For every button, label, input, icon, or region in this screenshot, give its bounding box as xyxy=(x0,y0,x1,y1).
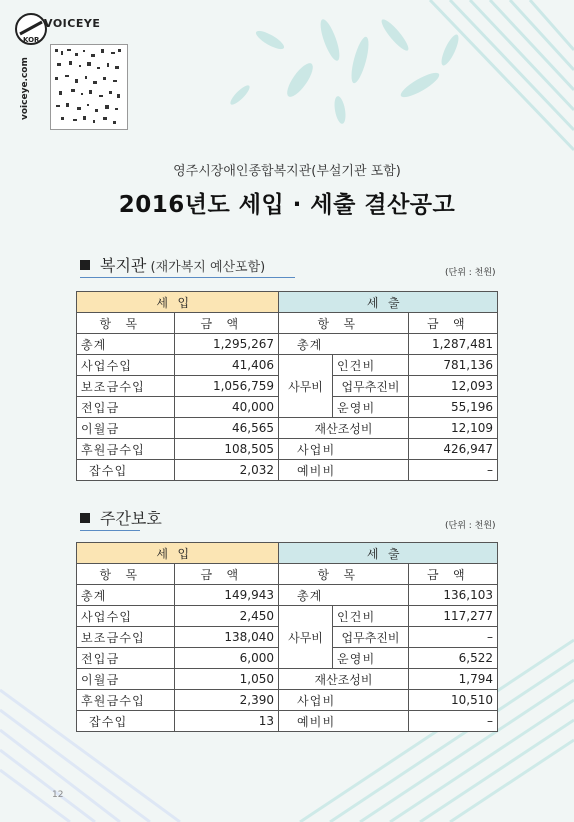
section-title: 복지관 xyxy=(100,256,147,275)
income-label: 사업수입 xyxy=(77,606,175,627)
income-header: 세입 xyxy=(77,292,279,313)
income-value: 149,943 xyxy=(175,585,279,606)
expense-value: 55,196 xyxy=(409,397,498,418)
income-value: 1,050 xyxy=(175,669,279,690)
table-row xyxy=(77,669,498,690)
income-value: 138,040 xyxy=(175,627,279,648)
expense-value: 12,093 xyxy=(409,376,498,397)
income-label: 보조금수입 xyxy=(77,376,175,397)
col-amount-header: 금액 xyxy=(409,313,498,334)
col-item-header: 항목 xyxy=(77,313,175,334)
expense-label: 사업비 xyxy=(279,439,409,460)
page-subtitle: 영주시장애인종합복지관(부설기관 포함) xyxy=(173,164,401,179)
income-label: 잡수입 xyxy=(77,711,175,732)
expense-value: 1,287,481 xyxy=(409,334,498,355)
income-value: 2,450 xyxy=(175,606,279,627)
expense-value: – xyxy=(409,627,498,648)
expense-sub-label: 인건비 xyxy=(333,355,409,376)
expense-value: 426,947 xyxy=(409,439,498,460)
voiceye-url: voiceye.com xyxy=(20,57,30,120)
income-value: 13 xyxy=(175,711,279,732)
expense-label: 예비비 xyxy=(279,460,409,481)
expense-header: 세출 xyxy=(279,543,498,564)
section-underline xyxy=(80,530,140,531)
income-value: 108,505 xyxy=(175,439,279,460)
voiceye-logo-text: VOICEYE xyxy=(44,17,101,30)
income-label: 전입금 xyxy=(77,648,175,669)
table-row xyxy=(77,355,498,376)
section-heading-daycare xyxy=(80,506,162,529)
expense-label: 예비비 xyxy=(279,711,409,732)
income-value: 1,295,267 xyxy=(175,334,279,355)
expense-value: 1,794 xyxy=(409,669,498,690)
table-row xyxy=(77,690,498,711)
expense-label: 총계 xyxy=(279,334,409,355)
income-label: 사업수입 xyxy=(77,355,175,376)
income-label: 후원금수입 xyxy=(77,690,175,711)
income-value: 1,056,759 xyxy=(175,376,279,397)
table-row xyxy=(77,334,498,355)
budget-table-daycare xyxy=(76,542,498,732)
expense-label: 사업비 xyxy=(279,690,409,711)
bullet-square-icon xyxy=(80,513,90,523)
expense-group-label: 사무비 xyxy=(279,355,333,418)
table-row xyxy=(77,439,498,460)
expense-value: 781,136 xyxy=(409,355,498,376)
income-label: 이월금 xyxy=(77,669,175,690)
col-amount-header: 금액 xyxy=(175,564,279,585)
col-item-header: 항목 xyxy=(77,564,175,585)
income-label: 후원금수입 xyxy=(77,439,175,460)
col-amount-header: 금액 xyxy=(175,313,279,334)
table-row xyxy=(77,606,498,627)
bullet-square-icon xyxy=(80,260,90,270)
expense-header: 세출 xyxy=(279,292,498,313)
income-label: 잡수입 xyxy=(77,460,175,481)
expense-value: – xyxy=(409,460,498,481)
income-label: 총계 xyxy=(77,585,175,606)
expense-sub-label: 인건비 xyxy=(333,606,409,627)
expense-value: 10,510 xyxy=(409,690,498,711)
income-value: 6,000 xyxy=(175,648,279,669)
income-value: 2,032 xyxy=(175,460,279,481)
expense-sub-label: 업무추진비 xyxy=(333,627,409,648)
col-amount-header: 금액 xyxy=(409,564,498,585)
expense-label: 총계 xyxy=(279,585,409,606)
page-number: 12 xyxy=(52,790,64,800)
income-value: 46,565 xyxy=(175,418,279,439)
svg-text:KOR: KOR xyxy=(23,36,40,44)
section-title: 주간보호 xyxy=(100,509,162,528)
expense-group-label: 사무비 xyxy=(279,606,333,669)
section-subtitle: (재가복지 예산포함) xyxy=(146,260,266,275)
table-row xyxy=(77,711,498,732)
table-row xyxy=(77,585,498,606)
income-value: 41,406 xyxy=(175,355,279,376)
expense-value: 117,277 xyxy=(409,606,498,627)
col-item-header: 항목 xyxy=(279,313,409,334)
income-label: 이월금 xyxy=(77,418,175,439)
expense-value: 6,522 xyxy=(409,648,498,669)
income-header: 세입 xyxy=(77,543,279,564)
section-underline xyxy=(80,277,295,278)
expense-label: 재산조성비 xyxy=(279,418,409,439)
expense-value: 12,109 xyxy=(409,418,498,439)
expense-value: 136,103 xyxy=(409,585,498,606)
expense-sub-label: 운영비 xyxy=(333,648,409,669)
income-label: 전입금 xyxy=(77,397,175,418)
budget-table-welfare xyxy=(76,291,498,481)
kor-badge-icon xyxy=(14,12,48,46)
expense-label: 재산조성비 xyxy=(279,669,409,690)
income-value: 2,390 xyxy=(175,690,279,711)
unit-label: (단위 : 천원) xyxy=(445,268,496,278)
income-value: 40,000 xyxy=(175,397,279,418)
page-title: 2016년도 세입 · 세출 결산공고 xyxy=(118,192,456,218)
income-label: 보조금수입 xyxy=(77,627,175,648)
qr-code-icon xyxy=(50,44,128,130)
unit-label: (단위 : 천원) xyxy=(445,521,496,531)
expense-sub-label: 업무추진비 xyxy=(333,376,409,397)
income-label: 총계 xyxy=(77,334,175,355)
col-item-header: 항목 xyxy=(279,564,409,585)
expense-value: – xyxy=(409,711,498,732)
expense-sub-label: 운영비 xyxy=(333,397,409,418)
table-row xyxy=(77,418,498,439)
section-heading-welfare xyxy=(80,253,265,276)
table-row xyxy=(77,460,498,481)
